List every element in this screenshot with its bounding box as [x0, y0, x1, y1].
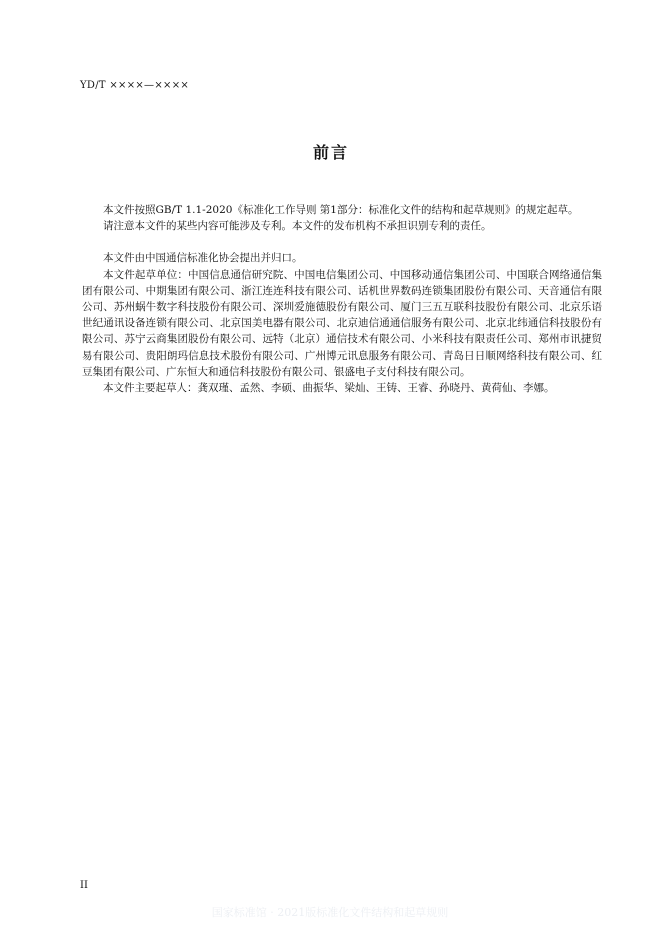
paragraph-drafting-units: 本文件起草单位：中国信息通信研究院、中国电信集团公司、中国移动通信集团公司、中国联合网络通信集团有限公司、中期集团有限公司、浙江连连科技有限公司、话机世界数码连锁集团股份有限公司、天音通信有限公司、苏州蜗牛数字科技股份有限公司、深圳爱施德股份有限公司、厦门三五互联科技股份有限公司、北京乐语世纪通讯设备连锁有限公司、北京国美电器有限公司、北京迪信通通信服务有限公司、北京北纬通信科技股份有限公司、苏宁云商集团股份有限公司、远特（北京）通信技术有限公司、小米科技有限责任公司、郑州市讯捷贸易有限公司、贵阳朗玛信息技术股份有限公司、广州博元讯息服务有限公司、青岛日日顺网络科技有限公司、红豆集团有限公司、广东恒大和通信科技股份有限公司、银盛电子支付科技有限公司。: [82, 268, 602, 378]
paragraph-spacer: [82, 234, 602, 250]
foreword-body: [82, 202, 602, 396]
page-number: II: [80, 880, 88, 891]
paragraph-drafters: 本文件主要起草人：龚双瑾、孟然、李硕、曲振华、梁灿、王铸、王睿、孙晓丹、黄荷仙、李娜。: [103, 382, 555, 395]
paragraph-drafting-rules: 本文件按照GB/T 1.1-2020《标准化工作导则 第1部分：标准化文件的结构和起草规则》的规定起草。: [103, 204, 579, 216]
page-title: 前言: [312, 143, 349, 162]
document-code: YD/T ××××—××××: [80, 80, 190, 91]
paragraph-proposer: 本文件由中国通信标准化协会提出并归口。: [103, 252, 303, 265]
footer-watermark: 国家标准馆 · 2021版标准化文件结构和起草规则: [211, 906, 449, 919]
paragraph-patent-notice: 请注意本文件的某些内容可能涉及专利。本文件的发布机构不承担识别专利的责任。: [103, 220, 492, 233]
